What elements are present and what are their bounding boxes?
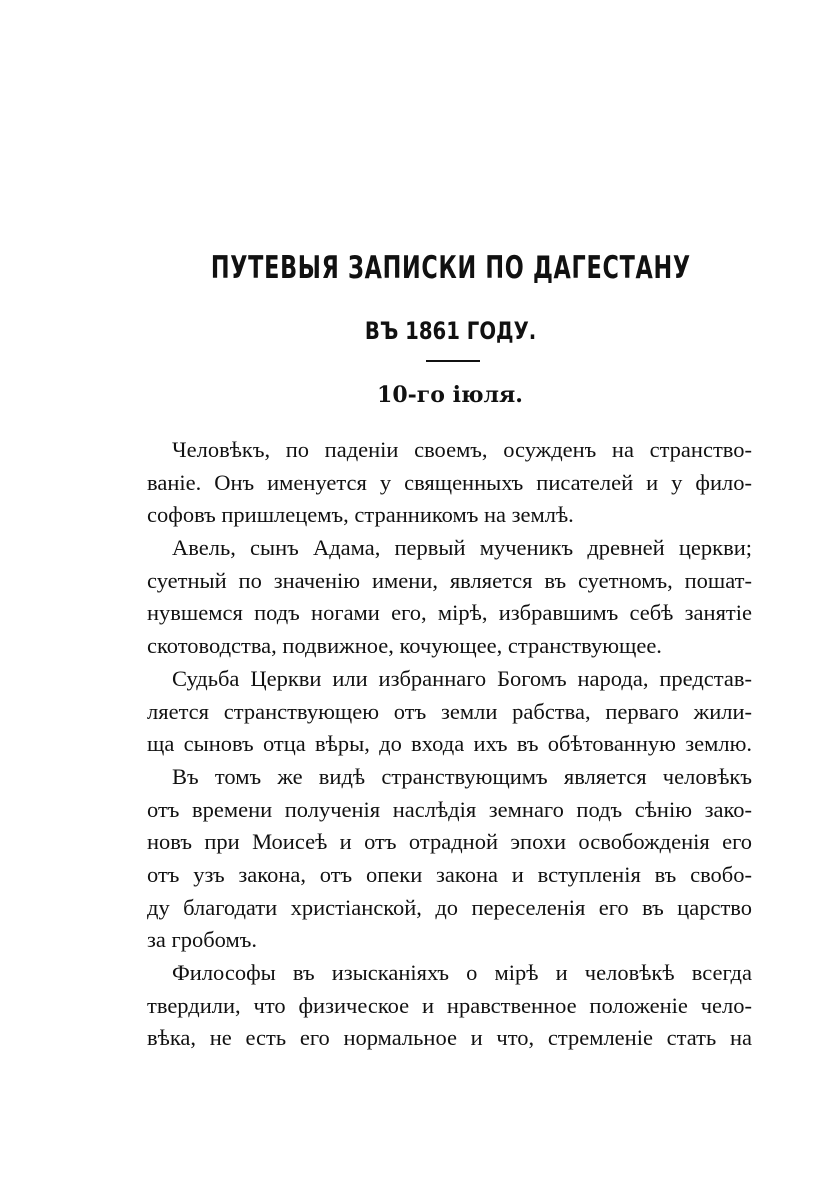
text-line: ща сыновъ отца вѣры, до входа ихъ въ обѣтованную землю. — [147, 731, 752, 757]
body-text — [147, 434, 752, 1055]
text-line: софовъ пришлецемъ, странникомъ на землѣ. — [147, 502, 574, 528]
text-line: отъ узъ закона, отъ опеки закона и вступленія въ свобо- — [147, 861, 752, 887]
text-line: новъ при Моисеѣ и отъ отрадной эпохи освобожденія его — [147, 829, 752, 855]
text-line: нувшемся подъ ногами его, мірѣ, избравшимъ себѣ занятіе — [147, 600, 752, 626]
text-line: Авель, сынъ Адама, первый мученикъ древней церкви; — [172, 535, 752, 561]
text-line: отъ времени полученія наслѣдія земнаго подъ сѣнію зако- — [147, 796, 752, 822]
text-line: за гробомъ. — [147, 927, 257, 953]
text-line: Человѣкъ, по паденіи своемъ, осужденъ на странство- — [172, 437, 752, 462]
text-line: ду благодати христіанской, до переселенія его въ царство — [147, 894, 752, 920]
text-line: ваніе. Онъ именуется у священныхъ писателей и у фило- — [147, 469, 752, 495]
page-title: ПУТЕВЫЯ ЗАПИСКИ ПО ДАГЕСТАНУ — [210, 250, 691, 286]
text-line: твердили, что физическое и нравственное положеніе чело- — [147, 992, 752, 1018]
text-line: Философы въ изысканіяхъ о мірѣ и человѣкѣ всегда — [172, 960, 752, 985]
text-line: ляется странствующею отъ земли рабства, перваго жили- — [147, 698, 752, 724]
text-line: Судьба Церкви или избраннаго Богомъ народа, представ- — [172, 665, 752, 691]
text-line: скотоводства, подвижное, кочующее, странствующее. — [147, 633, 662, 659]
page-subtitle: ВЪ 1861 ГОДУ. — [364, 317, 537, 345]
text-line: Въ томъ же видѣ странствующимъ является человѣкъ — [172, 763, 752, 789]
text-line: суетный по значенію имени, является въ суетномъ, пошат- — [147, 567, 752, 593]
entry-date: 10-го іюля. — [377, 382, 523, 408]
title-divider — [426, 360, 480, 362]
text-line: вѣка, не есть его нормальное и что, стремленіе стать на — [147, 1025, 752, 1051]
